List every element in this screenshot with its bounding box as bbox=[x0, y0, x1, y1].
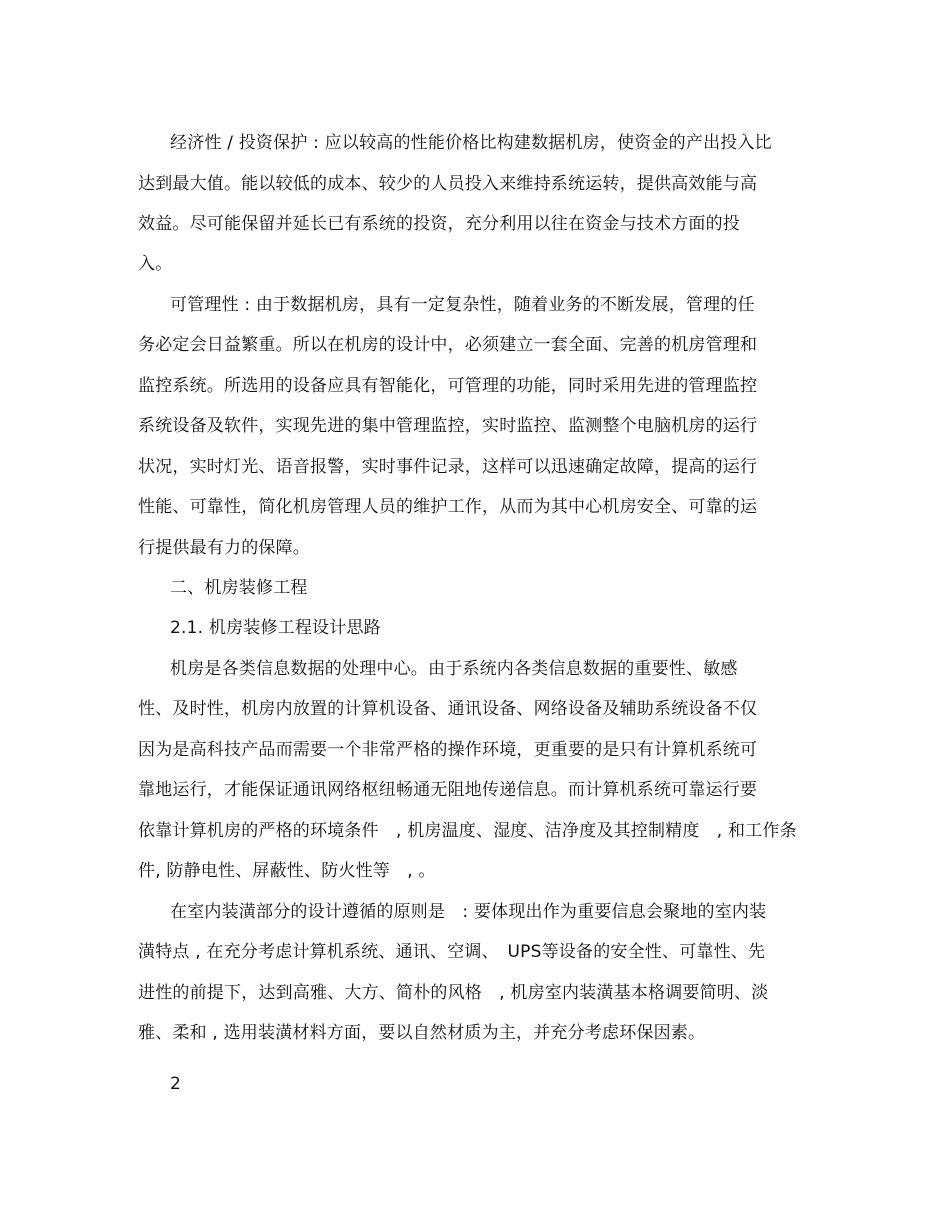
paragraph-line: 潢特点 , 在充分考虑计算机系统、通讯、空调、 UPS等设备的安全性、可靠性、先 bbox=[138, 942, 766, 962]
paragraph-line: 状况，实时灯光、语音报警，实时事件记录，这样可以迅速确定故障，提高的运行 bbox=[138, 457, 758, 477]
paragraph-line: 性能、可靠性，简化机房管理人员的维护工作，从而为其中心机房安全、可靠的运 bbox=[138, 497, 758, 517]
paragraph-line: 靠地运行，才能保证通讯网络枢纽畅通无阻地传递信息。而计算机系统可靠运行要 bbox=[138, 780, 758, 800]
paragraph-line: 务必定会日益繁重。所以在机房的设计中，必须建立一套全面、完善的机房管理和 bbox=[138, 335, 758, 355]
section-heading: 二、机房装修工程 bbox=[170, 578, 308, 598]
page-number: 2 bbox=[170, 1074, 181, 1094]
paragraph-line: 依靠计算机房的严格的环境条件 , 机房温度、湿度、洁净度及其控制精度 , 和工作条 bbox=[138, 821, 797, 841]
paragraph-line: 入。 bbox=[138, 254, 173, 274]
paragraph-line: 雅、柔和 , 选用装潢材料方面，要以自然材质为主，并充分考虑环保因素。 bbox=[138, 1023, 706, 1043]
paragraph-line: 监控系统。所选用的设备应具有智能化，可管理的功能，同时采用先进的管理监控 bbox=[138, 376, 758, 396]
paragraph-line: 件, 防静电性、屏蔽性、防火性等 , 。 bbox=[138, 861, 436, 881]
paragraph-line: 系统设备及软件，实现先进的集中管理监控，实时监控、监测整个电脑机房的运行 bbox=[138, 416, 758, 436]
paragraph-line: 效益。尽可能保留并延长已有系统的投资，充分利用以往在资金与技术方面的投 bbox=[138, 214, 740, 234]
paragraph-line: 在室内装潢部分的设计遵循的原则是 : 要体现出作为重要信息会聚地的室内装 bbox=[170, 902, 767, 922]
paragraph-line: 达到最大值。能以较低的成本、较少的人员投入来维持系统运转，提供高效能与高 bbox=[138, 174, 758, 194]
paragraph-line: 行提供最有力的保障。 bbox=[138, 538, 310, 558]
paragraph-line: 机房是各类信息数据的处理中心。由于系统内各类信息数据的重要性、敏感 bbox=[170, 659, 738, 679]
subsection-heading: 2.1. 机房装修工程设计思路 bbox=[170, 618, 381, 638]
paragraph-line: 进性的前提下，达到高雅、大方、简朴的风格 , 机房室内装潢基本格调要简明、淡 bbox=[138, 983, 769, 1003]
paragraph-line: 可管理性 : 由于数据机房，具有一定复杂性，随着业务的不断发展，管理的任 bbox=[170, 295, 755, 315]
paragraph-line: 性、及时性，机房内放置的计算机设备、通讯设备、网络设备及辅助系统设备不仅 bbox=[138, 699, 758, 719]
paragraph-line: 经济性 / 投资保护 : 应以较高的性能价格比构建数据机房，使资金的产出投入比 bbox=[170, 133, 772, 153]
paragraph-line: 因为是高科技产品而需要一个非常严格的操作环境，更重要的是只有计算机系统可 bbox=[138, 740, 758, 760]
